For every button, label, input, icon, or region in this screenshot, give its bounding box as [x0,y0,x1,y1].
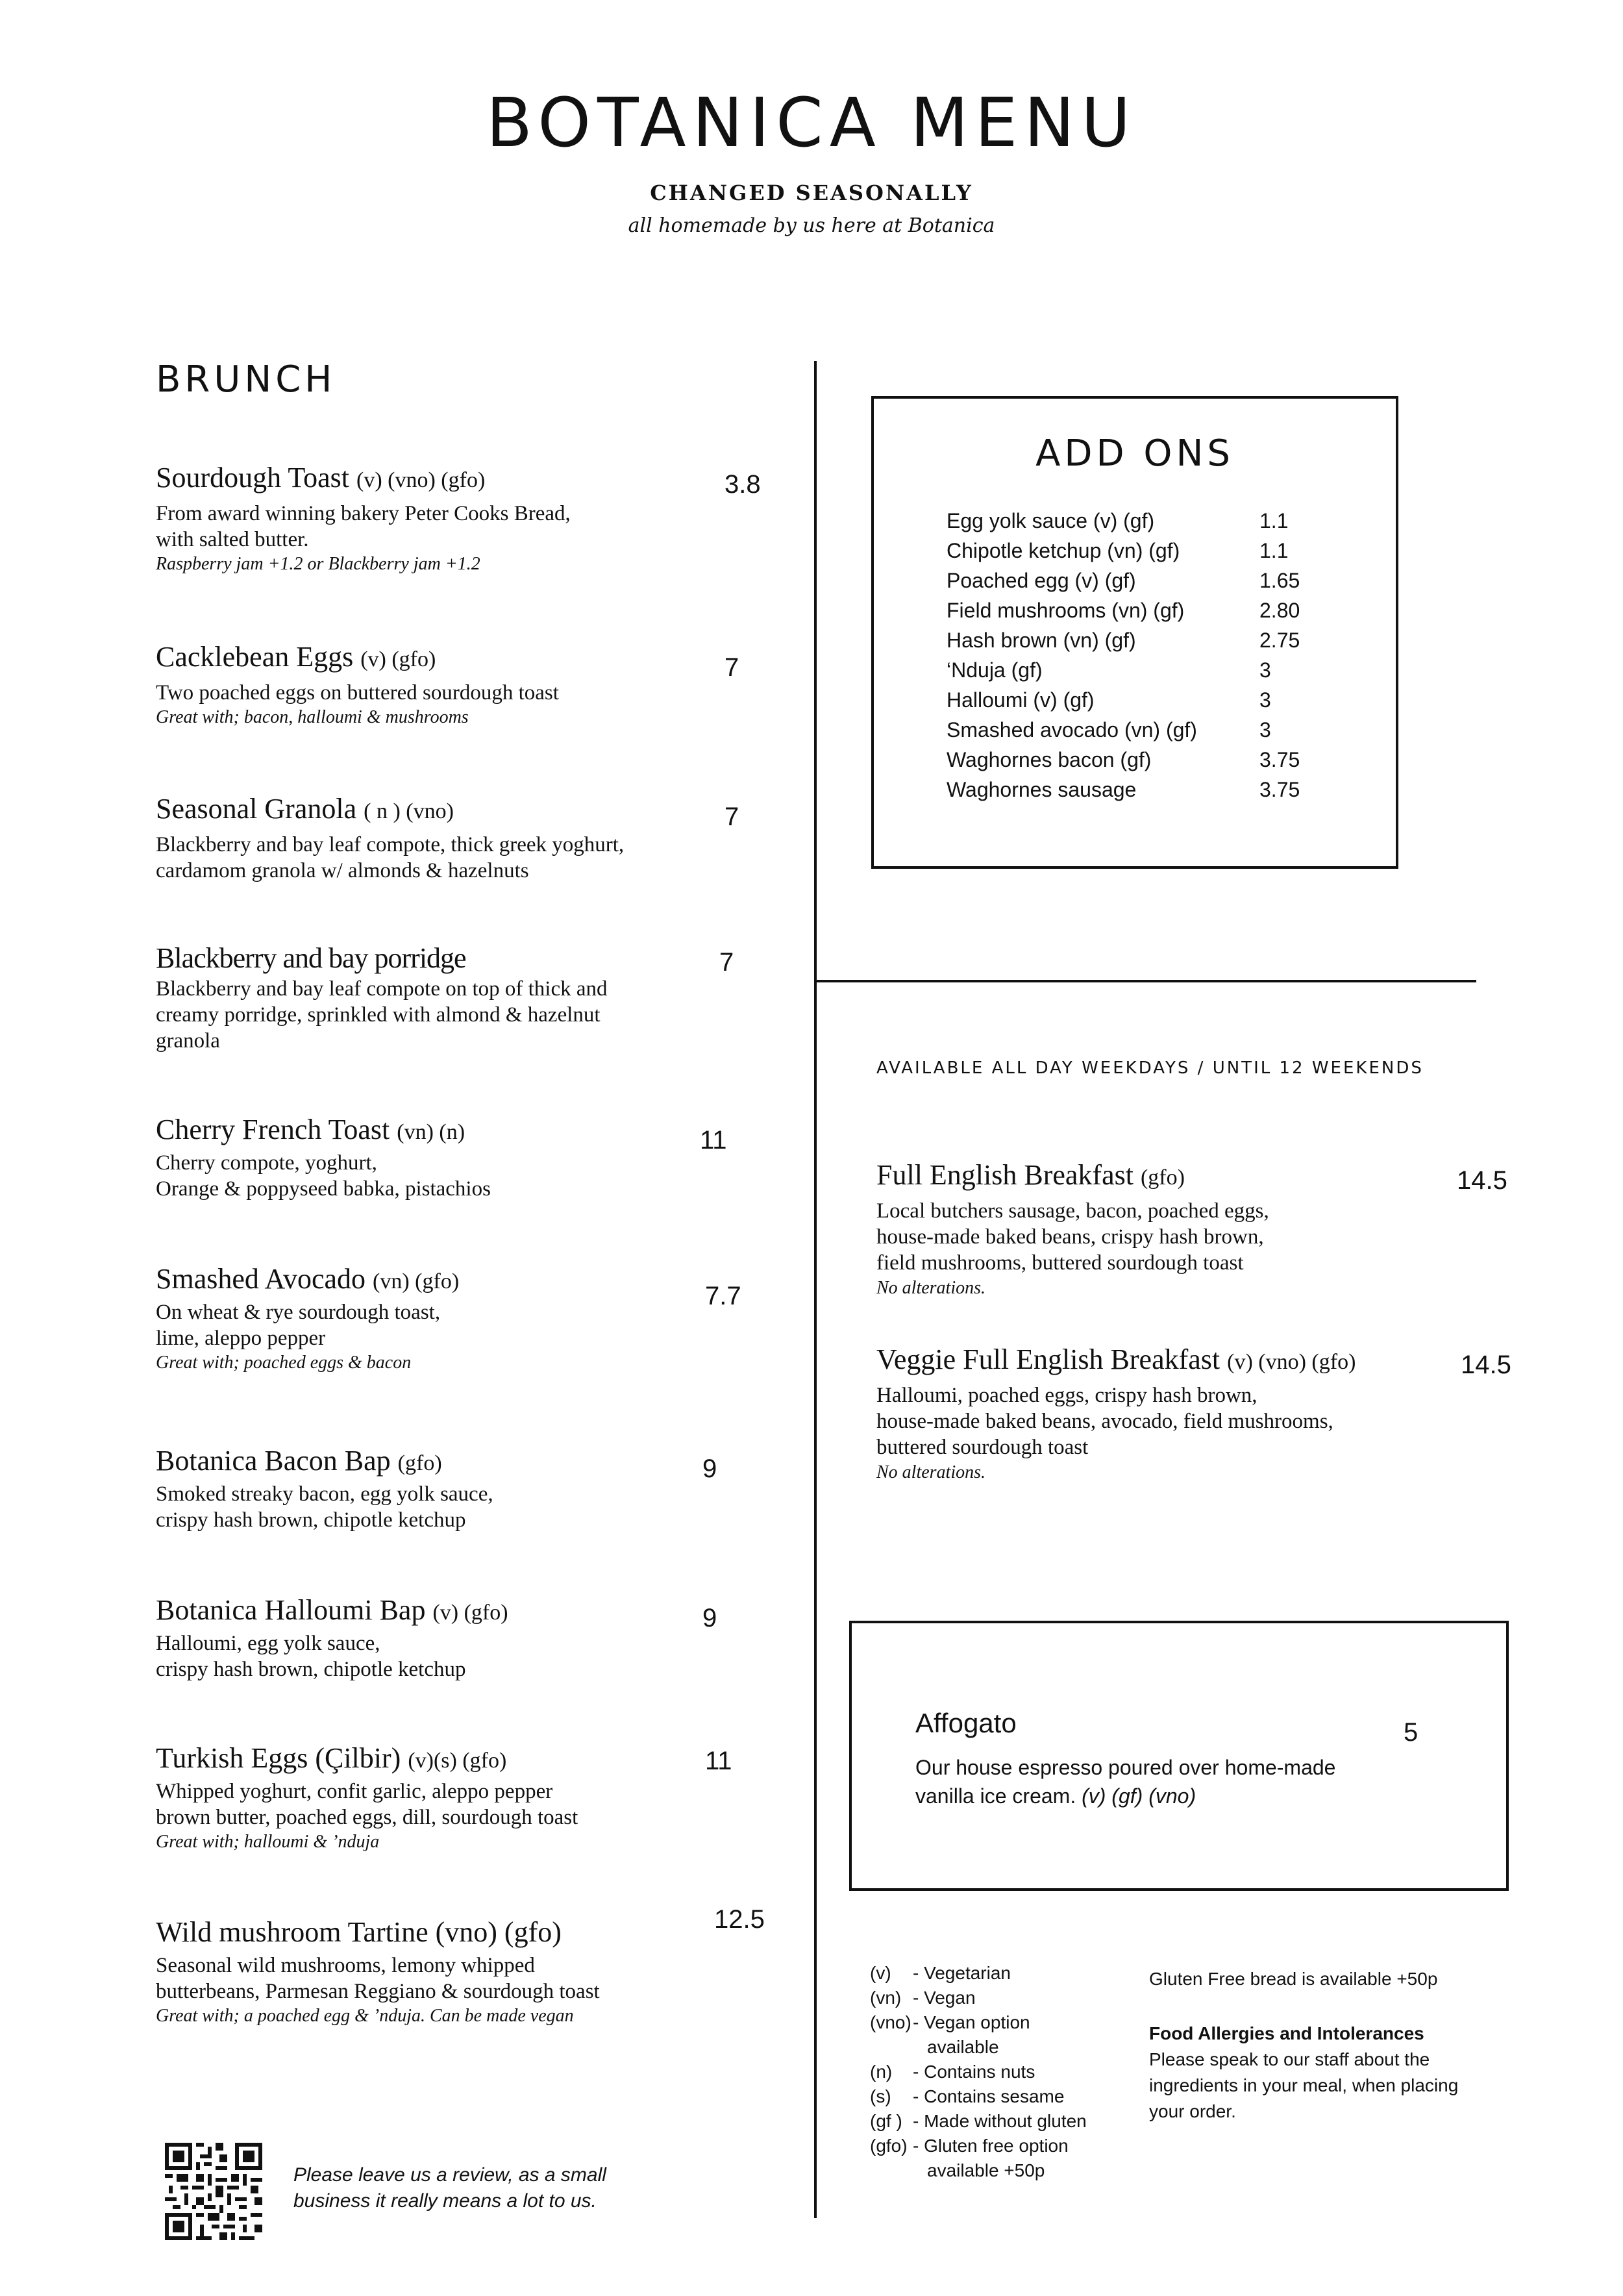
addon-name: Poached egg (v) (gf) [947,569,1136,592]
all-day-heading: AVAILABLE ALL DAY WEEKDAYS / UNTIL 12 WEEKENDS [876,1058,1424,1078]
item-desc-line: butterbeans, Parmesan Reggiano & sourdough toast [156,1980,600,2004]
item-desc-line: Local butchers sausage, bacon, poached eggs, [876,1199,1269,1223]
item-note: No alterations. [876,1462,986,1482]
item-price: 3.8 [725,470,761,499]
item-desc-line: crispy hash brown, chipotle ketchup [156,1658,466,1682]
item-price: 7 [725,653,739,682]
addon-name: Halloumi (v) (gf) [947,688,1095,712]
item-note: Great with; a poached egg & ’nduja. Can be made vegan [156,2006,574,2027]
item-desc-line: with salted butter. [156,528,309,552]
item-desc-line: Seasonal wild mushrooms, lemony whipped [156,1953,535,1977]
item-tags: (v)(s) (gfo) [408,1749,507,1773]
allergy-line: Please speak to our staff about the [1149,2049,1430,2069]
legend-key: (gfo) [870,2136,908,2156]
item-price: 7 [719,948,734,977]
item-desc-line: crispy hash brown, chipotle ketchup [156,1508,466,1532]
item-name: Botanica Halloumi Bap [156,1594,426,1626]
item-desc-line: Halloumi, poached eggs, crispy hash brown, [876,1383,1258,1407]
addon-name: Field mushrooms (vn) (gf) [947,599,1185,622]
affogato-name: Affogato [915,1708,1017,1738]
item-note: No alterations. [876,1277,986,1298]
item-name: Seasonal Granola [156,793,357,825]
addon-price: 3 [1259,658,1271,682]
item-note: Great with; halloumi & ’nduja [156,1832,380,1853]
addon-name: Smashed avocado (vn) (gf) [947,718,1197,742]
item-desc-line: Blackberry and bay leaf compote, thick greek yoghurt, [156,832,625,856]
menu-item-wild-mushroom-tartine [156,1915,740,2028]
column-divider [814,361,817,2218]
item-desc-line: Orange & poppyseed babka, pistachios [156,1177,491,1201]
menu-item-full-english [876,1158,1448,1300]
allergy-line: ingredients in your meal, when placing [1149,2075,1459,2095]
item-desc-line: house-made baked beans, avocado, field mushrooms, [876,1410,1333,1434]
review-line: Please leave us a review, as a small [293,2164,606,2186]
item-desc-line: Two poached eggs on buttered sourdough toast [156,680,559,705]
page-subtitle: CHANGED SEASONALLY [650,181,973,205]
item-desc-line: From award winning bakery Peter Cooks Bread, [156,501,571,525]
item-note: Great with; bacon, halloumi & mushrooms [156,707,469,728]
item-desc-line: Smoked streaky bacon, egg yolk sauce, [156,1482,493,1506]
item-tags: (v) (vno) (gfo) [1227,1350,1356,1374]
addon-price: 1.1 [1259,509,1289,532]
addon-name: Waghornes sausage [947,778,1137,801]
affogato-desc [915,1753,1409,1810]
item-name: Veggie Full English Breakfast [876,1343,1220,1375]
allergy-line: your order. [1149,2101,1236,2121]
info-block [1149,1966,1487,2125]
item-note: Raspberry jam +1.2 or Blackberry jam +1.2 [156,554,480,575]
item-price: 7.7 [705,1282,741,1310]
menu-item-seasonal-granola [156,792,740,884]
legend-label: - Vegan option [913,2012,1030,2032]
item-desc-line: lime, aleppo pepper [156,1327,326,1351]
item-tags: (vn) (n) [397,1120,465,1144]
item-price: 9 [702,1454,717,1483]
affogato-price: 5 [1404,1718,1419,1747]
addon-price: 3 [1259,718,1271,742]
addon-name: Chipotle ketchup (vn) (gf) [947,539,1180,562]
item-price: 11 [705,1747,732,1775]
section-divider [814,980,1476,982]
item-tags: (gfo) [1140,1166,1185,1190]
menu-item-cacklebean-eggs [156,640,740,729]
addon-price: 1.1 [1259,539,1289,562]
legend-key: (gf ) [870,2111,902,2131]
addon-price: 3 [1259,688,1271,712]
item-price: 11 [700,1126,727,1154]
addon-price: 1.65 [1259,569,1300,592]
item-name: Botanica Bacon Bap [156,1445,391,1477]
item-price: 9 [702,1604,717,1632]
item-tags: (v) (gfo) [360,647,436,671]
legend-label: available +50p [927,2160,1045,2180]
brunch-heading: BRUNCH [156,358,336,401]
legend-label: - Gluten free option [913,2136,1069,2156]
item-tags: (v) (vno) (gfo) [356,468,486,492]
item-tags: (vn) (gfo) [373,1269,460,1293]
item-price: 14.5 [1461,1351,1511,1379]
review-note [293,2162,657,2214]
item-name: Cherry French Toast [156,1114,390,1145]
review-line: business it really means a lot to us. [293,2190,597,2212]
item-desc-line: On wheat & rye sourdough toast, [156,1300,441,1324]
addon-name: Egg yolk sauce (v) (gf) [947,509,1155,532]
affogato-box [849,1621,1509,1891]
item-desc-line: Halloumi, egg yolk sauce, [156,1631,380,1655]
item-price: 7 [725,803,739,831]
legend-key: (n) [870,2062,893,2082]
dietary-legend [870,1961,1156,2183]
addon-price: 2.75 [1259,629,1300,652]
menu-item-smashed-avocado [156,1262,740,1375]
page-tagline: all homemade by us here at Botanica [628,214,995,237]
affogato-tags: (v) (gf) (vno) [1082,1784,1196,1808]
item-desc-line: brown butter, poached eggs, dill, sourdough toast [156,1806,578,1830]
affogato-desc-line: vanilla ice cream. [915,1784,1076,1808]
item-desc-line: house-made baked beans, crispy hash brown, [876,1225,1264,1249]
menu-item-turkish-eggs [156,1741,740,1854]
item-name: Turkish Eggs (Çilbir) [156,1742,401,1774]
item-price: 12.5 [714,1905,765,1934]
legend-key: (s) [870,2086,891,2106]
item-tags: (gfo) [397,1451,442,1475]
item-desc-line: granola [156,1029,220,1053]
addon-name: ‘Nduja (gf) [947,658,1043,682]
menu-item-cherry-french-toast [156,1113,740,1202]
item-note: Great with; poached eggs & bacon [156,1353,412,1373]
legend-label: - Vegan [913,1988,976,2008]
item-name: Smashed Avocado [156,1263,366,1295]
menu-item-bacon-bap [156,1444,740,1533]
item-desc-line: buttered sourdough toast [876,1436,1089,1460]
menu-item-blackberry-porridge [156,942,740,1054]
item-name: Cacklebean Eggs [156,641,354,673]
addons-box [871,396,1398,869]
legend-label: available [927,2037,999,2057]
legend-key: (vn) [870,1988,902,2008]
item-name: Sourdough Toast [156,462,350,493]
item-name: Wild mushroom Tartine (vno) (gfo) [156,1916,562,1948]
addon-price: 3.75 [1259,778,1300,801]
item-desc-line: Blackberry and bay leaf compote on top of thick and [156,977,608,1001]
item-desc-line: Whipped yoghurt, confit garlic, aleppo pepper [156,1779,553,1803]
item-name: Full English Breakfast [876,1159,1134,1191]
item-desc-line: cardamom granola w/ almonds & hazelnuts [156,859,529,883]
legend-label: - Vegetarian [913,1963,1011,1983]
legend-label: - Made without gluten [913,2111,1087,2131]
item-name: Blackberry and bay porridge [156,942,466,974]
legend-label: - Contains sesame [913,2086,1065,2106]
allergy-heading: Food Allergies and Intolerances [1149,2023,1424,2043]
item-desc-line: creamy porridge, sprinkled with almond & hazelnut [156,1003,601,1027]
legend-key: (vno) [870,2012,911,2032]
item-tags: (v) (gfo) [432,1601,508,1625]
menu-item-veggie-full-english [876,1343,1448,1484]
affogato-desc-line: Our house espresso poured over home-made [915,1756,1336,1779]
item-tags: ( n ) (vno) [364,799,454,823]
legend-label: - Contains nuts [913,2062,1035,2082]
item-price: 14.5 [1457,1166,1507,1195]
addon-price: 2.80 [1259,599,1300,622]
item-desc-line: field mushrooms, buttered sourdough toast [876,1251,1244,1275]
addon-name: Hash brown (vn) (gf) [947,629,1136,652]
addon-name: Waghornes bacon (gf) [947,748,1152,771]
menu-item-halloumi-bap [156,1593,740,1682]
gluten-free-note: Gluten Free bread is available +50p [1149,1969,1438,1989]
addon-price: 3.75 [1259,748,1300,771]
addons-heading: ADD ONS [1035,432,1234,475]
qr-code-icon[interactable] [165,2143,262,2240]
legend-key: (v) [870,1963,891,1983]
menu-item-sourdough-toast [156,461,740,577]
page-title: BOTANICA MENU [486,83,1137,162]
item-desc-line: Cherry compote, yoghurt, [156,1151,377,1175]
